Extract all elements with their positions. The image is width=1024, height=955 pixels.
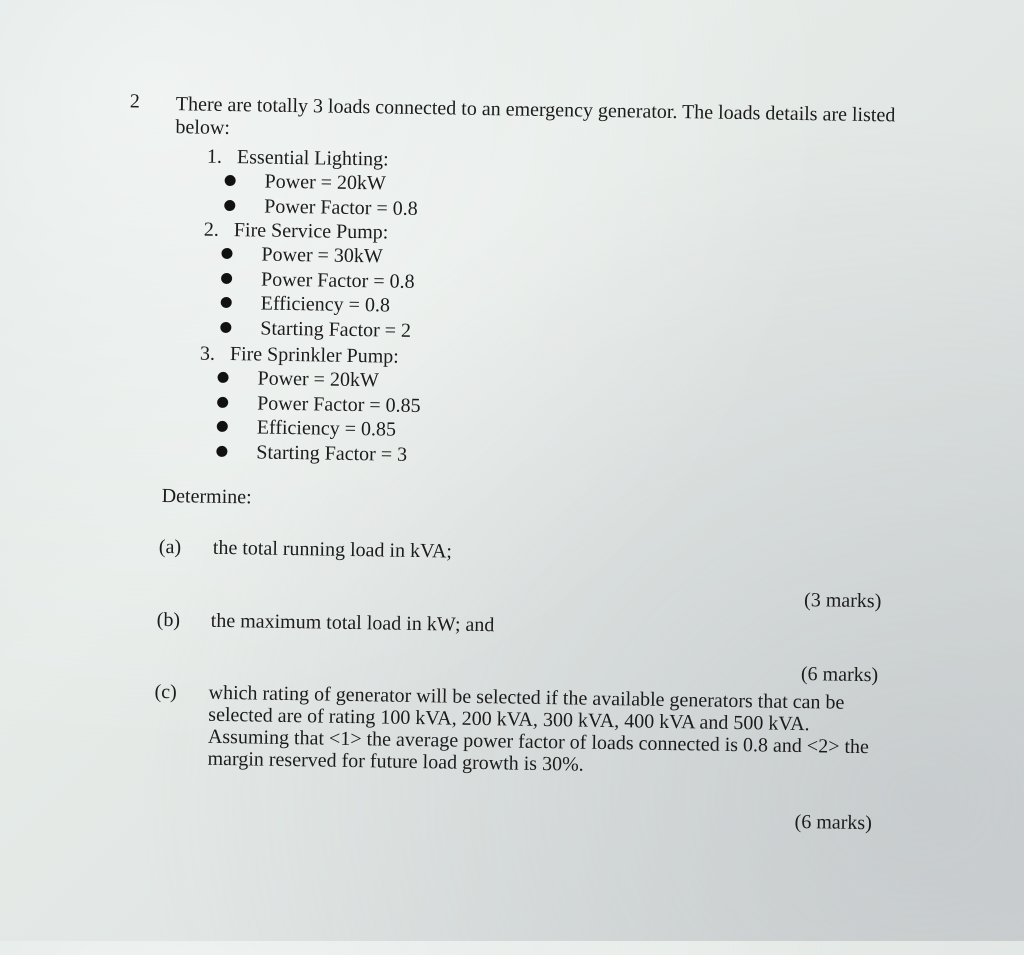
load-item-3 <box>198 342 421 467</box>
question-intro: There are totally 3 loads connected to an emergency generator. The loads details are listed below: <box>175 93 896 140</box>
load-spec-list <box>216 366 421 467</box>
bullet-icon <box>225 175 236 186</box>
marks-label: (6 marks) <box>794 810 873 835</box>
part-text: the maximum total load in kW; and <box>210 609 495 637</box>
load-item-2 <box>202 218 415 343</box>
bullet-icon <box>221 272 232 283</box>
bullet-icon <box>220 321 231 332</box>
bullet-icon <box>224 199 235 210</box>
load-spec: Starting Factor = 3 <box>216 439 420 467</box>
bullet-icon <box>217 396 228 407</box>
determine-heading: Determine: <box>161 484 252 509</box>
load-title <box>204 218 416 245</box>
bullet-icon <box>217 372 228 383</box>
part-text: the total running load in kVA; <box>212 536 453 563</box>
bullet-icon <box>216 445 227 456</box>
load-name: Essential Lighting: <box>236 146 389 171</box>
load-spec: Efficiency = 0.8 <box>221 291 415 319</box>
part-text: which rating of generator will be selected if the available generators that can be selected are of rating 100 kVA, 200 kVA, 300 kVA, 400 kVA and 500 kVA. Assuming that <1> the average power factor of loads connected is 0.8 and <2> the margin reserved for future load growth is 30%. <box>207 681 870 776</box>
load-spec: Efficiency = 0.85 <box>217 415 421 443</box>
load-spec: Power = 30kW <box>221 242 415 270</box>
load-number: 2. <box>203 218 220 241</box>
marks-label: (3 marks) <box>803 589 882 613</box>
load-number: 1. <box>206 145 223 168</box>
marks-label: (6 marks) <box>800 663 879 687</box>
load-item-1 <box>206 145 419 221</box>
bullet-icon <box>221 297 232 308</box>
load-title <box>200 342 422 369</box>
part-label: (b) <box>156 608 181 632</box>
load-spec: Power = 20kW <box>224 169 418 197</box>
load-spec: Power Factor = 0.85 <box>217 390 421 418</box>
load-spec: Power Factor = 0.8 <box>221 266 415 294</box>
load-spec: Power Factor = 0.8 <box>224 193 418 221</box>
load-name: Fire Sprinkler Pump: <box>229 343 399 368</box>
bullet-icon <box>217 421 228 432</box>
load-name: Fire Service Pump: <box>233 219 389 244</box>
load-number: 3. <box>199 342 216 365</box>
bullet-icon <box>221 248 232 259</box>
question-number: 2 <box>129 90 141 113</box>
load-spec-list <box>220 242 415 343</box>
part-label: (c) <box>154 680 177 704</box>
load-spec: Starting Factor = 2 <box>220 315 414 343</box>
part-label: (a) <box>158 535 182 559</box>
load-spec: Power = 20kW <box>217 366 421 394</box>
load-spec-list <box>224 169 418 221</box>
load-title <box>207 145 419 172</box>
